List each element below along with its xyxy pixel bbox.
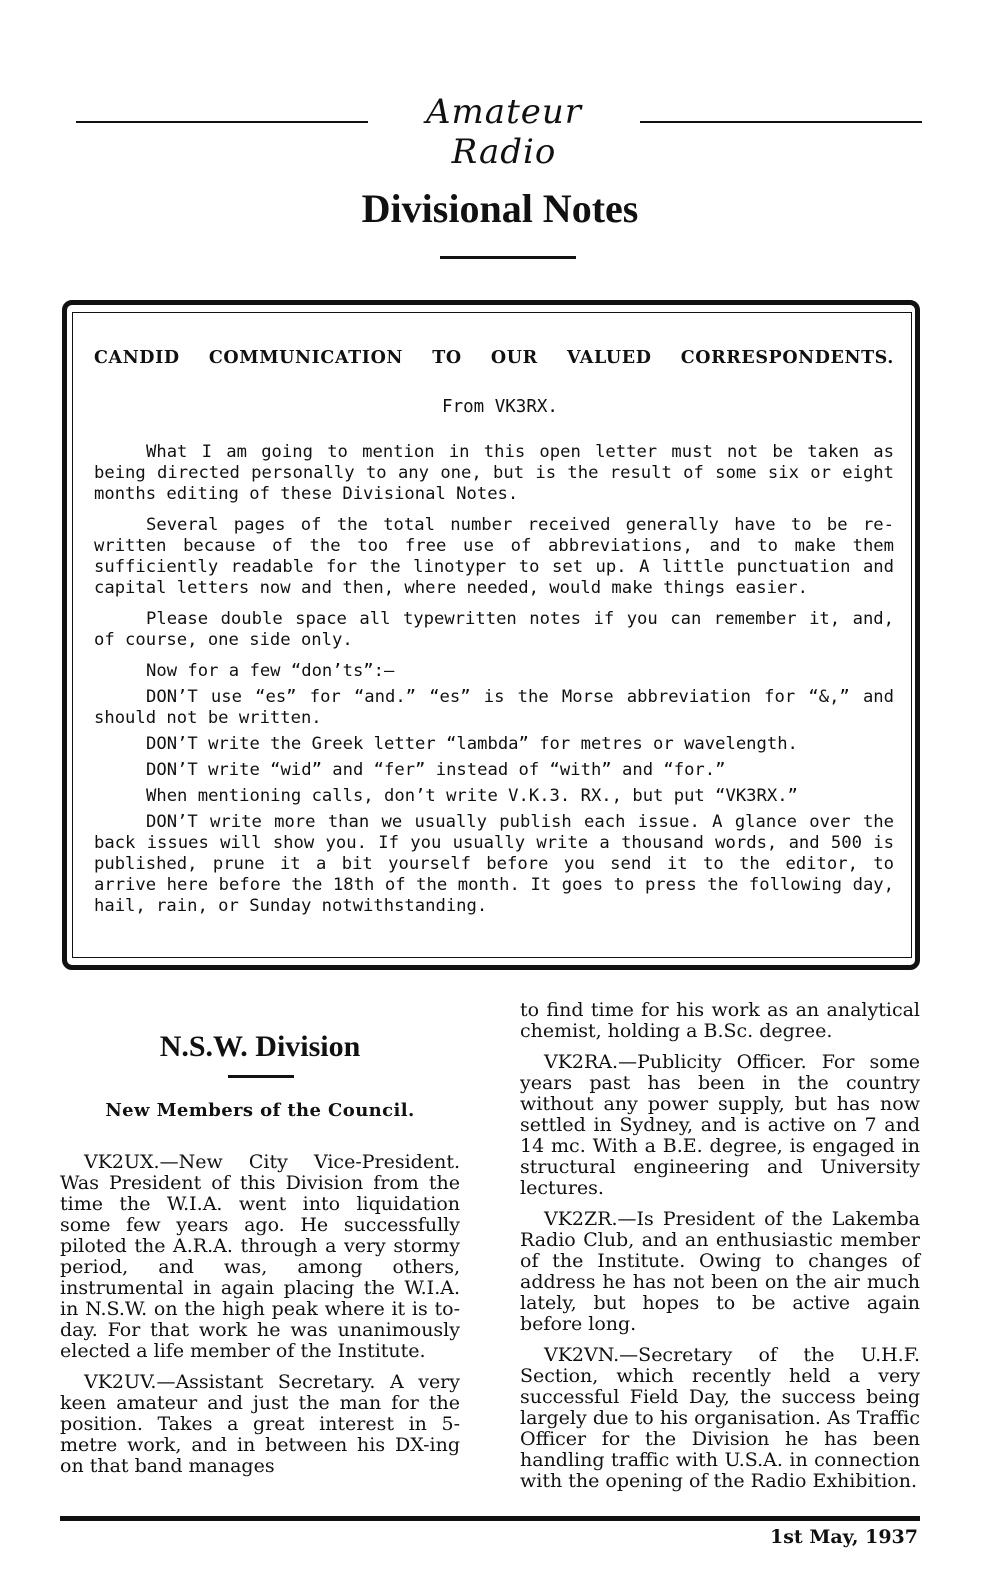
page-title: Divisional Notes <box>361 186 639 231</box>
notice-heading: CANDID COMMUNICATION TO OUR VALUED CORRESPONDENTS. <box>94 348 894 368</box>
council-member-entry: VK2ZR.—Is President of the Lakemba Radio Club, and an enthusiastic member of the Institute. Owing to changes of address he has not been on the air much lately, but hopes to be active again before long. <box>520 1208 920 1335</box>
notice-paragraph: What I am going to mention in this open letter must not be taken as being directed personally to any one, but is the result of some six or eight months editing of these Divisional Notes. <box>94 442 894 504</box>
council-member-entry-continued: to find time for his work as an analytical chemist, holding a B.Sc. degree. <box>520 999 920 1042</box>
council-member-entry: VK2VN.—Secretary of the U.H.F. Section, which recently held a very successful Field Day, the success being largely due to his organisation. As Traffic Officer for the Division he has been handling traffic with U.S.A. in connection with the opening of the Radio Exhibition. <box>520 1344 920 1492</box>
masthead-logo: Amateur Radio <box>368 92 640 172</box>
nsw-division-heading: N.S.W. Division <box>159 1030 361 1063</box>
notice-paragraph: DON’T write “wid” and “fer” instead of “with” and “for.” <box>146 760 726 780</box>
notice-body <box>94 442 894 927</box>
notice-paragraph: Now for a few “don’ts”:— <box>146 661 395 681</box>
notice-paragraph: Please double space all typewritten notes if you can remember it, and, of course, one side only. <box>94 609 894 650</box>
council-member-entry: VK2UV.—Assistant Secretary. A very keen amateur and just the man for the position. Takes a great interest in 5-metre work, and in between his DX-ing on that band manages <box>60 1371 460 1477</box>
notice-paragraph: When mentioning calls, don’t write V.K.3. RX., but put “VK3RX.” <box>146 786 798 806</box>
title-underline <box>440 256 576 259</box>
notice-paragraph: DON’T write more than we usually publish each issue. A glance over the back issues will show you. If you usually write a thousand words, and 500 is published, prune it a bit yourself before you send it to the editor, to arrive here before the 18th of the month. It goes to press the following day, hail, rain, or Sunday notwithstanding. <box>94 812 894 916</box>
issue-date: 1st May, 1937 <box>770 1526 918 1548</box>
notice-paragraph: DON’T write the Greek letter “lambda” for metres or wavelength. <box>146 734 798 754</box>
right-column <box>520 1000 920 1502</box>
nsw-heading-underline <box>228 1075 294 1078</box>
council-member-entry: VK2UX.—New City Vice-President. Was President of this Division from the time the W.I.A. went into liquidation some few years ago. He successfully piloted the A.R.A. through a very stormy period, and was, among others, instrumental in again placing the W.I.A. in N.S.W. on the high peak where it is to-day. For that work he was unanimously elected a life member of the Institute. <box>60 1151 460 1362</box>
notice-from-line: From VK3RX. <box>442 397 558 417</box>
council-member-entry: VK2RA.—Publicity Officer. For some years past has been in the country without any power supply, but has now settled in Sydney, and is active on 7 and 14 mc. With a B.E. degree, is engaged in structural engineering and University lectures. <box>520 1051 920 1199</box>
footer-rule <box>60 1516 920 1521</box>
left-column <box>60 1152 460 1487</box>
notice-paragraph: Several pages of the total number received generally have to be re-written because of the too free use of abbreviations, and to make them sufficiently readable for the linotyper to set up. A little punctuation and capital letters now and then, where needed, would make things easier. <box>94 515 894 598</box>
nsw-subheading: New Members of the Council. <box>105 1100 415 1121</box>
notice-paragraph: DON’T use “es” for “and.” “es” is the Morse abbreviation for “&,” and should not be written. <box>94 687 894 728</box>
